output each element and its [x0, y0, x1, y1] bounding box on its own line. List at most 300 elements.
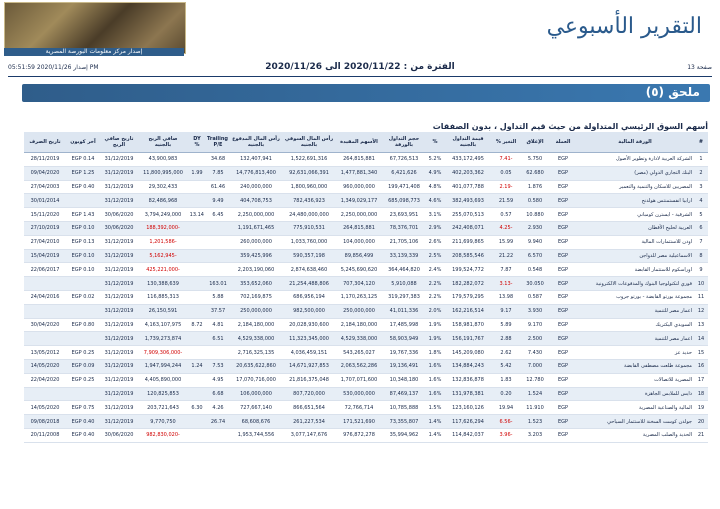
table-cell: 11,800,995,000: [138, 166, 188, 180]
table-cell: اعمار مصر للتنمية: [576, 332, 694, 346]
table-cell: EGP: [550, 235, 576, 249]
table-cell: EGP: [550, 318, 576, 332]
column-header: التغير %: [492, 132, 520, 153]
table-cell: 31/12/2019: [100, 332, 138, 346]
table-cell: [188, 387, 206, 401]
table-cell: 702,169,875: [230, 290, 282, 304]
table-cell: 260,000,000: [230, 235, 282, 249]
table-cell: 5.42: [492, 359, 520, 373]
table-cell: 4,529,338,000: [230, 332, 282, 346]
table-cell: EGP: [550, 415, 576, 429]
table-cell: 6.51: [206, 332, 230, 346]
table-cell: 43,900,983: [138, 153, 188, 167]
table-cell: EGP 1.25: [66, 166, 100, 180]
table-cell: 2,874,638,460: [282, 263, 336, 277]
table-row: [24, 263, 708, 277]
table-cell: 2.0%: [426, 304, 444, 318]
table-cell: EGP 0.10: [66, 221, 100, 235]
table-cell: EGP: [550, 166, 576, 180]
table-cell: [24, 332, 66, 346]
table-cell: 68,608,676: [230, 415, 282, 429]
column-header: الورقة المالية: [576, 132, 694, 153]
table-cell: 199,524,772: [444, 263, 492, 277]
table-cell: [188, 235, 206, 249]
table-cell: مجموعة طلعت مصطفى القابضة: [576, 359, 694, 373]
table-cell: 30/04/2020: [24, 318, 66, 332]
table-cell: 976,872,278: [336, 428, 382, 442]
table-cell: 2,250,000,000: [336, 208, 382, 222]
table-cell: EGP: [550, 373, 576, 387]
report-banner: [0, 0, 720, 62]
table-cell: EGP: [550, 263, 576, 277]
table-cell: 24/04/2016: [24, 290, 66, 304]
table-cell: 1,477,881,340: [336, 166, 382, 180]
table-cell: 382,493,693: [444, 194, 492, 208]
table-cell: 132,407,941: [230, 153, 282, 167]
table-cell: 211,699,865: [444, 235, 492, 249]
table-cell: 2,716,325,135: [230, 346, 282, 360]
table-cell: EGP 0.40: [66, 428, 100, 442]
table-cell: 0.57: [492, 208, 520, 222]
table-cell: EGP 0.80: [66, 318, 100, 332]
table-cell: 29,302,433: [138, 180, 188, 194]
table-cell: دايس للملابس الجاهزة: [576, 387, 694, 401]
table-cell: 31/12/2019: [100, 263, 138, 277]
table-cell: 67,726,513: [382, 153, 426, 167]
table-cell: [66, 304, 100, 318]
table-cell: 31/12/2019: [100, 387, 138, 401]
column-header: Trailing P/E: [206, 132, 230, 153]
column-header: آخر كوبون: [66, 132, 100, 153]
table-cell: 530,000,000: [336, 387, 382, 401]
table-cell: 73,355,807: [382, 415, 426, 429]
table-cell: 364,464,820: [382, 263, 426, 277]
table-cell: 4: [694, 194, 708, 208]
table-cell: 15: [694, 346, 708, 360]
table-cell: 131,978,381: [444, 387, 492, 401]
table-cell: 163.01: [206, 277, 230, 291]
table-cell: 26,150,591: [138, 304, 188, 318]
table-cell: 2.6%: [426, 235, 444, 249]
table-cell: 6: [694, 221, 708, 235]
table-cell: 1,953,744,556: [230, 428, 282, 442]
table-cell: 208,585,546: [444, 249, 492, 263]
table-cell: 1,191,671,465: [230, 221, 282, 235]
table-cell: 13.98: [492, 290, 520, 304]
exchange-floor-photo: [4, 2, 186, 54]
table-cell: [188, 373, 206, 387]
table-cell: 1.8%: [426, 346, 444, 360]
table-row: [24, 415, 708, 429]
table-cell: 3,794,249,000: [138, 208, 188, 222]
table-cell: [206, 346, 230, 360]
table-cell: 6.68: [206, 387, 230, 401]
table-cell: 0.20: [492, 387, 520, 401]
table-cell: 18: [694, 387, 708, 401]
table-cell: 13.14: [188, 208, 206, 222]
table-cell: 31/12/2019: [100, 415, 138, 429]
table-cell: 9.49: [206, 194, 230, 208]
table-cell: 41,011,336: [382, 304, 426, 318]
column-header: رأس المال المدفوع بالجنيه: [230, 132, 282, 153]
table-cell: 17,070,716,000: [230, 373, 282, 387]
table-cell: 264,815,881: [336, 221, 382, 235]
table-cell: [188, 194, 206, 208]
table-cell: 62.680: [520, 166, 550, 180]
table-cell: 19,767,336: [382, 346, 426, 360]
table-cell: 2.4%: [426, 263, 444, 277]
table-cell: 31/12/2019: [100, 153, 138, 167]
table-cell: 4.81: [206, 318, 230, 332]
table-row: [24, 346, 708, 360]
table-cell: 21.59: [492, 194, 520, 208]
table-cell: [66, 387, 100, 401]
table-cell: 2: [694, 166, 708, 180]
table-cell: 4,405,890,000: [138, 373, 188, 387]
table-cell: EGP: [550, 208, 576, 222]
table-cell: 09/08/2018: [24, 415, 66, 429]
table-cell: 37.57: [206, 304, 230, 318]
column-header: قيمة التداول بالجنيه: [444, 132, 492, 153]
table-cell: 61.46: [206, 180, 230, 194]
table-row: [24, 290, 708, 304]
table-cell: [188, 277, 206, 291]
table-cell: 3.203: [520, 428, 550, 442]
table-cell: 123,160,126: [444, 401, 492, 415]
table-cell: EGP 0.13: [66, 235, 100, 249]
table-cell: EGP 1.43: [66, 208, 100, 222]
table-cell: 2.2%: [426, 277, 444, 291]
table-cell: 1.524: [520, 387, 550, 401]
table-row: [24, 235, 708, 249]
table-row: [24, 249, 708, 263]
table-cell: -4.25: [492, 221, 520, 235]
table-cell: 255,070,513: [444, 208, 492, 222]
table-cell: 319,297,383: [382, 290, 426, 304]
table-cell: -982,830,020: [138, 428, 188, 442]
table-cell: 16: [694, 359, 708, 373]
table-cell: 707,304,120: [336, 277, 382, 291]
table-cell: EGP 0.40: [66, 415, 100, 429]
table-cell: [24, 304, 66, 318]
table-cell: 3: [694, 180, 708, 194]
table-cell: 685,098,773: [382, 194, 426, 208]
table-cell: 92,631,066,391: [282, 166, 336, 180]
table-cell: 14,671,927,853: [282, 359, 336, 373]
header-divider: [8, 76, 712, 77]
table-cell: 20: [694, 415, 708, 429]
table-cell: 162,216,514: [444, 304, 492, 318]
table-cell: EGP 0.25: [66, 346, 100, 360]
table-cell: 5: [694, 208, 708, 222]
section-bar: [22, 84, 710, 102]
meta-line: [0, 62, 720, 76]
table-cell: اعمار مصر للتنمية: [576, 304, 694, 318]
table-cell: 866,651,564: [282, 401, 336, 415]
table-cell: 31/12/2019: [100, 346, 138, 360]
table-cell: 543,265,027: [336, 346, 382, 360]
table-cell: 433,172,495: [444, 153, 492, 167]
table-cell: 58,903,949: [382, 332, 426, 346]
table-cell: -7.41: [492, 153, 520, 167]
table-cell: 17: [694, 373, 708, 387]
table-cell: 1.6%: [426, 373, 444, 387]
table-cell: جولدن كوست السخنة للاستثمار السياحي: [576, 415, 694, 429]
table-cell: 104,000,000: [336, 235, 382, 249]
table-row: [24, 166, 708, 180]
table-cell: -3.13: [492, 277, 520, 291]
table-cell: 14: [694, 332, 708, 346]
table-cell: 7.87: [492, 263, 520, 277]
table-row: [24, 194, 708, 208]
table-cell: EGP 0.14: [66, 153, 100, 167]
table-cell: 7.53: [206, 359, 230, 373]
table-cell: 12: [694, 304, 708, 318]
table-cell: 8.72: [188, 318, 206, 332]
table-cell: 9: [694, 263, 708, 277]
table-cell: 4.95: [206, 373, 230, 387]
trading-table: [24, 132, 708, 443]
table-cell: [188, 180, 206, 194]
table-cell: 31/12/2019: [100, 180, 138, 194]
table-cell: [188, 263, 206, 277]
table-cell: 1.83: [492, 373, 520, 387]
table-subtitle: أسهم السوق الرئيسي المتداولة من حيث قيم التداول ، بدون الصفقات: [432, 122, 708, 131]
table-cell: 1.876: [520, 180, 550, 194]
table-cell: 4.6%: [426, 194, 444, 208]
table-cell: اودن للاستثمارات المالية: [576, 235, 694, 249]
report-title: التقرير الأسبوعي: [546, 14, 702, 39]
table-cell: 21.22: [492, 249, 520, 263]
table-cell: 2,250,000,000: [230, 208, 282, 222]
table-cell: [188, 332, 206, 346]
table-cell: اوراسكوم للاستثمار القابضة: [576, 263, 694, 277]
issue-time: إصدار 2020/11/26 05:51:59 PM: [8, 64, 99, 71]
table-cell: 8: [694, 249, 708, 263]
table-cell: 19,136,491: [382, 359, 426, 373]
table-cell: 31/12/2019: [100, 249, 138, 263]
table-cell: EGP 0.40: [66, 180, 100, 194]
table-cell: 199,471,408: [382, 180, 426, 194]
table-cell: 250,000,000: [336, 304, 382, 318]
table-cell: 22/04/2020: [24, 373, 66, 387]
table-cell: 132,836,878: [444, 373, 492, 387]
table-cell: [188, 304, 206, 318]
table-cell: 2,184,180,000: [230, 318, 282, 332]
table-cell: 5.2%: [426, 153, 444, 167]
table-cell: 22/06/2017: [24, 263, 66, 277]
table-cell: 15/04/2019: [24, 249, 66, 263]
table-cell: 21,705,106: [382, 235, 426, 249]
column-header: %: [426, 132, 444, 153]
table-cell: 1.6%: [426, 359, 444, 373]
table-cell: فوري لتكنولوجيا البنوك والمدفوعات الالكترونية: [576, 277, 694, 291]
report-period: الفترة من : 2020/11/22 الى 2020/11/26: [265, 62, 455, 72]
table-cell: 78,376,701: [382, 221, 426, 235]
table-cell: 686,956,194: [282, 290, 336, 304]
table-cell: 130,388,639: [138, 277, 188, 291]
table-cell: 9.17: [492, 304, 520, 318]
table-cell: [206, 249, 230, 263]
table-cell: 3,077,147,676: [282, 428, 336, 442]
table-cell: 11: [694, 290, 708, 304]
table-cell: 6.30: [188, 401, 206, 415]
photo-caption: إصدار مركز معلومات البورصة المصرية: [45, 48, 143, 55]
table-cell: [188, 290, 206, 304]
table-cell: 31/12/2019: [100, 359, 138, 373]
table-cell: 116,885,313: [138, 290, 188, 304]
table-cell: EGP 0.02: [66, 290, 100, 304]
table-cell: 7: [694, 235, 708, 249]
table-cell: 30/01/2014: [24, 194, 66, 208]
table-cell: 10.880: [520, 208, 550, 222]
table-cell: 4,163,107,975: [138, 318, 188, 332]
table-cell: 359,425,996: [230, 249, 282, 263]
table-cell: [188, 249, 206, 263]
table-cell: 0.587: [520, 290, 550, 304]
table-cell: [66, 194, 100, 208]
table-cell: 10,348,180: [382, 373, 426, 387]
table-cell: 12.780: [520, 373, 550, 387]
table-cell: 1,800,960,000: [282, 180, 336, 194]
table-cell: 775,910,531: [282, 221, 336, 235]
table-cell: 35,994,962: [382, 428, 426, 442]
table-cell: 5.88: [206, 290, 230, 304]
table-row: [24, 277, 708, 291]
table-cell: 14,776,813,400: [230, 166, 282, 180]
table-cell: 4.26: [206, 401, 230, 415]
table-cell: 1,170,263,125: [336, 290, 382, 304]
table-cell: 20,028,930,600: [282, 318, 336, 332]
table-cell: 4.9%: [426, 166, 444, 180]
table-cell: 5.89: [492, 318, 520, 332]
table-row: [24, 208, 708, 222]
table-cell: 11.910: [520, 401, 550, 415]
table-cell: 24,480,000,000: [282, 208, 336, 222]
table-cell: العربية لحليج الأقطان: [576, 221, 694, 235]
table-cell: 31/12/2019: [100, 304, 138, 318]
table-cell: -1,201,586: [138, 235, 188, 249]
table-cell: EGP: [550, 221, 576, 235]
table-cell: 401,077,788: [444, 180, 492, 194]
table-cell: 727,667,140: [230, 401, 282, 415]
table-cell: 33,139,339: [382, 249, 426, 263]
table-cell: 404,708,753: [230, 194, 282, 208]
table-cell: -2.19: [492, 180, 520, 194]
table-cell: 4.8%: [426, 180, 444, 194]
table-cell: المصرية للاتصالات: [576, 373, 694, 387]
table-cell: 31/12/2019: [100, 277, 138, 291]
table-cell: 7.430: [520, 346, 550, 360]
table-cell: 2.5%: [426, 249, 444, 263]
table-cell: EGP 0.09: [66, 359, 100, 373]
table-cell: 28/11/2019: [24, 153, 66, 167]
table-cell: 353,652,060: [230, 277, 282, 291]
table-cell: 2,184,180,000: [336, 318, 382, 332]
column-header: الأسهم المقيدة: [336, 132, 382, 153]
table-cell: 15.99: [492, 235, 520, 249]
table-cell: 1,033,760,000: [282, 235, 336, 249]
table-cell: حديد عز: [576, 346, 694, 360]
table-cell: 13/05/2012: [24, 346, 66, 360]
table-cell: 0.05: [492, 166, 520, 180]
table-cell: 21,254,488,806: [282, 277, 336, 291]
table-cell: -188,392,000: [138, 221, 188, 235]
table-cell: 2.930: [520, 221, 550, 235]
table-cell: -425,221,000: [138, 263, 188, 277]
table-cell: 34.68: [206, 153, 230, 167]
table-cell: 2.88: [492, 332, 520, 346]
table-cell: الشرقية - ايسترن كومباني: [576, 208, 694, 222]
table-cell: 960,000,000: [336, 180, 382, 194]
table-cell: 31/12/2019: [100, 235, 138, 249]
table-cell: 807,720,000: [282, 387, 336, 401]
table-cell: 26.74: [206, 415, 230, 429]
table-cell: 3.1%: [426, 208, 444, 222]
table-cell: 10: [694, 277, 708, 291]
table-cell: 30/06/2020: [100, 221, 138, 235]
table-cell: 134,884,243: [444, 359, 492, 373]
table-cell: 250,000,000: [230, 304, 282, 318]
table-cell: 982,500,000: [282, 304, 336, 318]
table-cell: 72,766,714: [336, 401, 382, 415]
table-cell: 09/04/2020: [24, 166, 66, 180]
table-cell: 9.170: [520, 318, 550, 332]
table-cell: 1.523: [520, 415, 550, 429]
table-row: [24, 180, 708, 194]
table-cell: 240,000,000: [230, 180, 282, 194]
table-cell: 6.570: [520, 249, 550, 263]
table-cell: 2,063,562,286: [336, 359, 382, 373]
column-header: الإغلاق: [520, 132, 550, 153]
table-cell: 9,770,750: [138, 415, 188, 429]
table-cell: 20/11/2008: [24, 428, 66, 442]
table-cell: المصريين للاسكان والتنمية والتعمير: [576, 180, 694, 194]
table-cell: EGP: [550, 249, 576, 263]
table-cell: EGP: [550, 401, 576, 415]
table-row: [24, 332, 708, 346]
section-title: ملحق (٥): [645, 85, 700, 99]
table-cell: 20,635,622,860: [230, 359, 282, 373]
column-header: العملة: [550, 132, 576, 153]
column-header: تاريخ الصرف: [24, 132, 66, 153]
table-row: [24, 153, 708, 167]
table-cell: 23,693,951: [382, 208, 426, 222]
page-number: صفحة 13: [687, 64, 712, 71]
table-cell: 7.000: [520, 359, 550, 373]
table-cell: 182,282,072: [444, 277, 492, 291]
table-cell: 0.548: [520, 263, 550, 277]
table-cell: 31/12/2019: [100, 373, 138, 387]
table-row: [24, 318, 708, 332]
table-cell: السويدي اليكتريك: [576, 318, 694, 332]
table-cell: EGP: [550, 180, 576, 194]
table-cell: [24, 387, 66, 401]
table-cell: 30.050: [520, 277, 550, 291]
table-cell: 6.45: [206, 208, 230, 222]
table-cell: 120,825,853: [138, 387, 188, 401]
table-cell: -7,909,306,000: [138, 346, 188, 360]
table-cell: EGP: [550, 153, 576, 167]
table-cell: 7.85: [206, 166, 230, 180]
table-cell: 1,707,071,600: [336, 373, 382, 387]
table-cell: 1.24: [188, 359, 206, 373]
table-cell: 179,579,295: [444, 290, 492, 304]
table-cell: ارابيا انفستمنتس هولدنج: [576, 194, 694, 208]
table-cell: [66, 332, 100, 346]
table-cell: 171,521,690: [336, 415, 382, 429]
table-cell: [188, 153, 206, 167]
